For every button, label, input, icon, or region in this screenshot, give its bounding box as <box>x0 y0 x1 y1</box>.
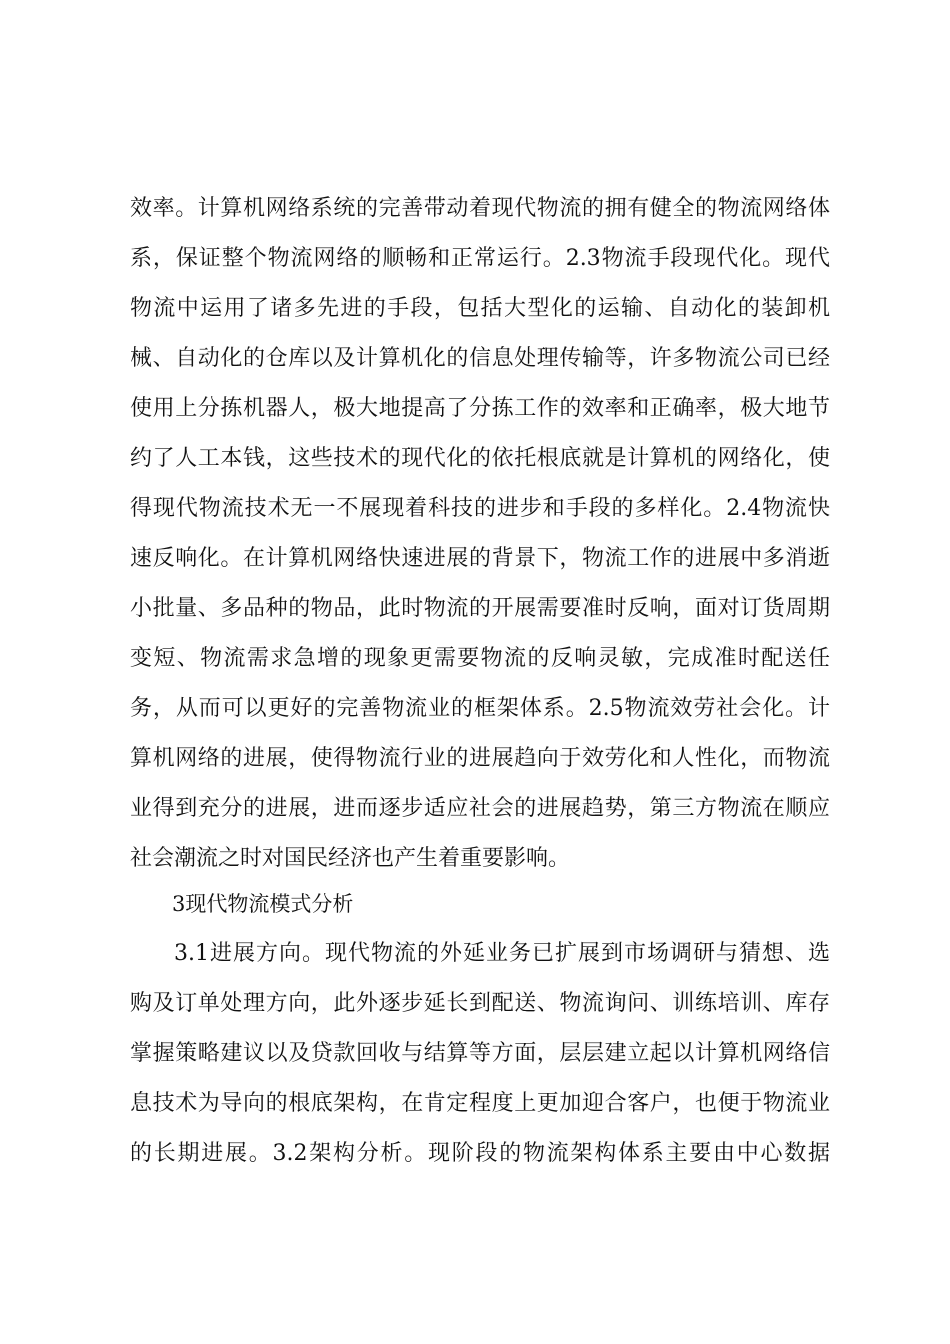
paragraph-line: 3.1进展方向。现代物流的外延业务已扩展到市场调研与猜想、选 <box>174 941 830 966</box>
paragraph-line: 小批量、多品种的物品，此时物流的开展需要准时反响，面对订货周期 <box>130 596 830 621</box>
paragraph-line: 购及订单处理方向，此外逐步延长到配送、物流询问、训练培训、库存 <box>130 991 830 1016</box>
paragraph-line: 的长期进展。3.2架构分析。现阶段的物流架构体系主要由中心数据 <box>130 1141 830 1166</box>
paragraph-line: 社会潮流之时对国民经济也产生着重要影响。 <box>130 846 571 871</box>
paragraph-line: 变短、物流需求急增的现象更需要物流的反响灵敏，完成准时配送任 <box>130 646 830 671</box>
paragraph-line: 务，从而可以更好的完善物流业的框架体系。2.5物流效劳社会化。计 <box>130 696 830 721</box>
section-heading: 3现代物流模式分析 <box>172 892 354 916</box>
paragraph-line: 约了人工本钱，这些技术的现代化的依托根底就是计算机的网络化，使 <box>130 446 830 471</box>
paragraph-line: 系，保证整个物流网络的顺畅和正常运行。2.3物流手段现代化。现代 <box>130 246 830 271</box>
paragraph-line: 掌握策略建议以及贷款回收与结算等方面，层层建立起以计算机网络信 <box>130 1041 830 1066</box>
paragraph-line: 使用上分拣机器人，极大地提高了分拣工作的效率和正确率，极大地节 <box>130 396 830 421</box>
paragraph-line: 速反响化。在计算机网络快速进展的背景下，物流工作的进展中多消逝 <box>130 546 830 571</box>
paragraph-line: 效率。计算机网络系统的完善带动着现代物流的拥有健全的物流网络体 <box>130 196 830 221</box>
paragraph-line: 算机网络的进展，使得物流行业的进展趋向于效劳化和人性化，而物流 <box>130 746 830 771</box>
paragraph-line: 息技术为导向的根底架构，在肯定程度上更加迎合客户，也便于物流业 <box>130 1091 830 1116</box>
paragraph-line: 得现代物流技术无一不展现着科技的进步和手段的多样化。2.4物流快 <box>130 496 830 521</box>
paragraph-line: 业得到充分的进展，进而逐步适应社会的进展趋势，第三方物流在顺应 <box>130 796 830 821</box>
paragraph-line: 物流中运用了诸多先进的手段，包括大型化的运输、自动化的装卸机 <box>130 296 830 321</box>
paragraph-line: 械、自动化的仓库以及计算机化的信息处理传输等，许多物流公司已经 <box>130 346 830 371</box>
